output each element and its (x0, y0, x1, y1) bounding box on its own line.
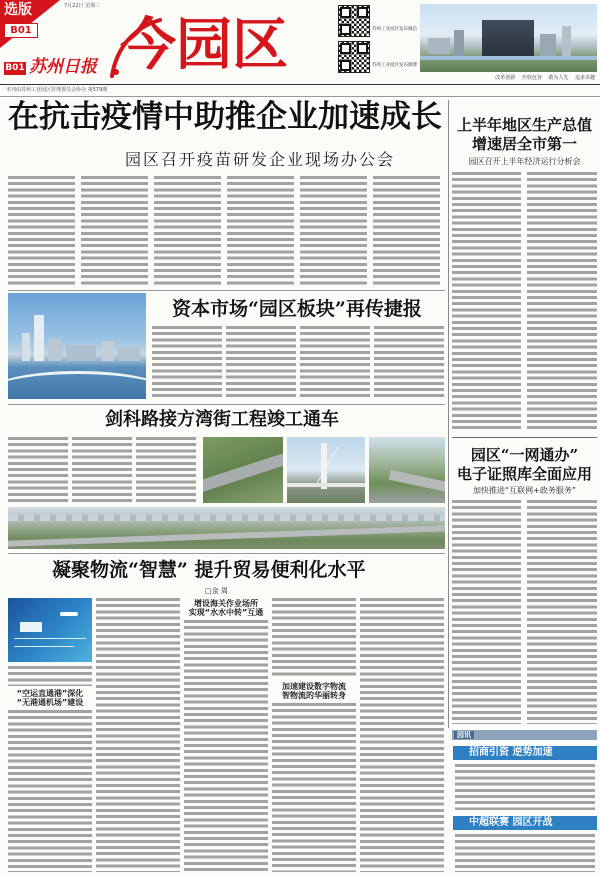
logistics-subhead-1-line1: “空运直通港”深化 (16, 689, 84, 698)
corner-tag-label: 选版 (4, 2, 32, 18)
logistics-body-column (96, 598, 180, 872)
lead-headline: 在抗击疫情中助推企业加速成长 (8, 99, 442, 135)
photo-cable (287, 447, 338, 483)
issue-date: 7月22日 星期三 (64, 3, 101, 9)
photo-deck (287, 483, 365, 487)
road-body-column (8, 437, 68, 503)
photo-bridge (8, 371, 146, 399)
gdp-body-column (527, 172, 597, 430)
gov-headline-line2: 电子证照库全面应用 (456, 465, 592, 483)
gov-body-column (452, 500, 521, 724)
gdp-body-column (452, 172, 521, 430)
photo-road (8, 525, 445, 548)
lead-body-column (154, 176, 221, 287)
capital-body-column (152, 326, 222, 399)
section-rule (8, 553, 445, 554)
logistics-subhead-3-line1: 加速建设数字物流 (282, 682, 346, 691)
brief-title-bar (453, 816, 597, 830)
road-panorama-photo (8, 507, 445, 549)
photo-building (22, 333, 30, 361)
lead-body-column (373, 176, 440, 287)
brief-body-football (455, 834, 595, 872)
masthead-page-number: B01 (5, 63, 25, 73)
photo-road (389, 470, 445, 494)
brief-title-investment: 招商引资 逆势加速 (469, 747, 553, 758)
bridge-photo (287, 437, 365, 503)
photo-building (48, 339, 62, 361)
gdp-subhead: 园区召开上半年经济运行分析会 (468, 157, 581, 166)
illustration-truck (20, 622, 42, 632)
gov-subhead: 加快推进“互联网+政务服务” (473, 486, 576, 495)
photo-building (66, 345, 96, 361)
logistics-body-column (8, 666, 92, 686)
paper-name-logo: 苏州日报 (29, 57, 97, 77)
qr-finder (340, 7, 351, 18)
capital-headline: 资本市场“园区板块”再传捷报 (172, 298, 422, 320)
logistics-headline: 凝聚物流“智慧” 提升贸易便利化水平 (52, 559, 366, 581)
qr-finder (340, 43, 351, 54)
gov-headline-line1: 园区“一网通办” (470, 446, 579, 464)
lead-body-column (81, 176, 148, 287)
road-body-column (72, 437, 132, 503)
photo-building (482, 20, 534, 58)
briefs-section-label: 园讯 (454, 731, 474, 739)
slogan: 改革创新 开放包容 敢为人先 追求卓越 (495, 75, 595, 81)
masthead-rule (0, 84, 600, 85)
gov-body-column (527, 500, 597, 724)
illustration-line (14, 638, 86, 639)
credits-rule (0, 96, 600, 97)
city-skyline-photo (8, 293, 146, 399)
qr-finder (357, 43, 368, 54)
logistics-body-column (272, 598, 356, 678)
photo-building (34, 315, 44, 361)
brief-title-football: 中超联赛 园区开战 (469, 817, 553, 828)
section-title: 今园区 (120, 12, 288, 78)
logistics-body-column (8, 710, 92, 872)
logistics-body-column (360, 598, 444, 872)
corner-tag-page: B01 (4, 23, 38, 38)
logistics-subhead-2-line1: 增设海关作业场所 (194, 599, 258, 608)
right-section-rule (452, 437, 597, 438)
wechat-qr-label: 苏州工业园区发布微信 (372, 27, 417, 32)
wechat-qr-code (338, 5, 370, 37)
qr-finder (340, 60, 351, 71)
road-body-column (136, 437, 196, 503)
photo-building (562, 26, 571, 56)
lead-body-column (8, 176, 75, 287)
credits-line: 本刊由苏州工业园区管理委员会协办 第579期 (6, 87, 108, 93)
capital-body-column (374, 326, 444, 399)
corner-tag (0, 0, 60, 48)
road-headline: 剑科路接方湾街工程竣工通车 (105, 409, 339, 430)
qr-finder (357, 7, 368, 18)
lead-body-column (300, 176, 367, 287)
illustration-line (14, 646, 74, 647)
photo-building (428, 38, 450, 54)
weibo-qr-code (338, 41, 370, 73)
brief-title-bar (453, 746, 597, 760)
brief-body-investment (455, 764, 595, 810)
logistics-subhead-2-line2: 实现“水水中转”互通 (188, 608, 264, 617)
gdp-headline-line1: 上半年地区生产总值 (456, 116, 592, 134)
road-photo (203, 437, 283, 503)
logistics-body-column (272, 703, 356, 872)
section-rule (8, 290, 445, 291)
photo-city-strip (8, 515, 445, 521)
qr-finder (340, 24, 351, 35)
illustration-plane (60, 612, 78, 616)
weibo-qr-label: 苏州工业园区发布微博 (372, 63, 417, 68)
capital-body-column (226, 326, 296, 399)
photo-building (540, 34, 556, 56)
road-greenery-photo (369, 437, 445, 503)
logistics-body-column (184, 620, 268, 872)
column-divider (448, 100, 449, 728)
logistics-subhead-3-line2: 智物流的华丽转身 (282, 691, 346, 700)
logistics-byline: □金 周 (205, 587, 228, 595)
photo-building (454, 30, 464, 56)
photo-water (420, 56, 597, 60)
capital-body-column (300, 326, 370, 399)
photo-building (102, 341, 114, 361)
photo-road (203, 448, 283, 493)
section-rule (8, 404, 445, 405)
park-skyline-photo (420, 4, 597, 72)
briefs-section-bar (452, 730, 597, 740)
logistics-subhead-1-line2: “无港通机场”建设 (16, 698, 84, 707)
photo-building (118, 347, 140, 361)
lead-subhead: 园区召开疫苗研发企业现场办公会 (125, 150, 396, 169)
lead-body-column (227, 176, 294, 287)
logistics-illustration (8, 598, 92, 662)
gdp-headline-line2: 增速居全市第一 (471, 135, 577, 153)
